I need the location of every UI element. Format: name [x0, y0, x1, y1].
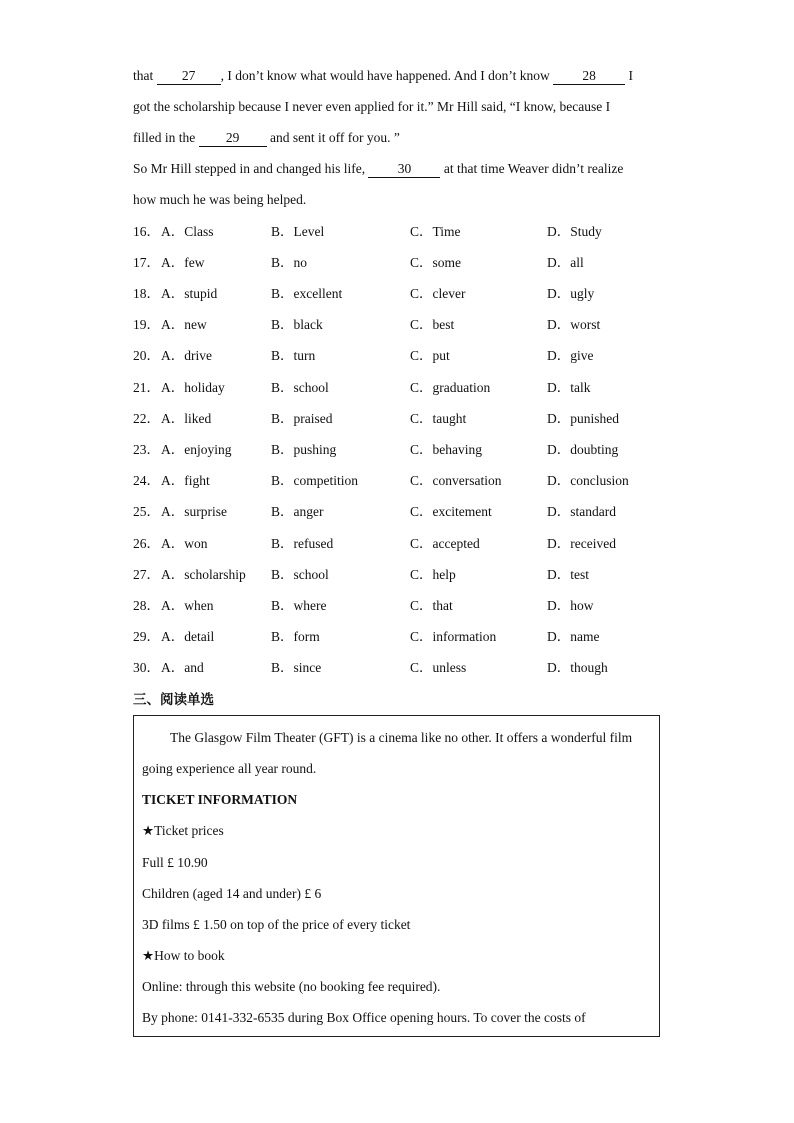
option-c[interactable]: C．excitement — [410, 504, 492, 519]
blank-27: 27 — [157, 68, 221, 85]
question-25 — [133, 503, 693, 521]
question-26 — [133, 535, 693, 553]
option-d[interactable]: D．Study — [547, 224, 602, 239]
option-b[interactable]: B．school — [271, 380, 329, 395]
option-b[interactable]: B．excellent — [271, 286, 343, 301]
question-number: 28． — [133, 598, 160, 613]
passage-text: I — [625, 68, 633, 83]
booking-online: Online: through this website (no booking fee required). — [142, 979, 441, 994]
passage-text: that — [133, 68, 157, 83]
question-number: 29． — [133, 629, 160, 644]
option-a[interactable]: A．fight — [161, 473, 210, 488]
option-d[interactable]: D．name — [547, 629, 600, 644]
question-number: 30． — [133, 660, 160, 675]
question-number: 22． — [133, 411, 160, 426]
option-d[interactable]: D．talk — [547, 380, 591, 395]
option-d[interactable]: D．doubting — [547, 442, 619, 457]
how-to-book-heading: ★How to book — [142, 948, 225, 963]
ticket-info-heading: TICKET INFORMATION — [142, 792, 298, 807]
question-24 — [133, 472, 693, 490]
passage-line-3 — [133, 129, 400, 147]
passage-line-1 — [133, 67, 633, 85]
question-23 — [133, 441, 693, 459]
option-d[interactable]: D．punished — [547, 411, 619, 426]
blank-30: 30 — [368, 161, 440, 178]
option-a[interactable]: A．detail — [161, 629, 215, 644]
question-16 — [133, 223, 693, 241]
passage-text: So Mr Hill stepped in and changed his life, — [133, 161, 369, 176]
question-number: 27． — [133, 567, 160, 582]
option-b[interactable]: B．form — [271, 629, 320, 644]
option-c[interactable]: C．taught — [410, 411, 467, 426]
option-c[interactable]: C．accepted — [410, 536, 480, 551]
option-c[interactable]: C．best — [410, 317, 455, 332]
option-c[interactable]: C．some — [410, 255, 462, 270]
passage-text: , I don’t know what would have happened. And I don’t know — [220, 68, 554, 83]
question-19 — [133, 316, 693, 334]
question-number: 20． — [133, 348, 160, 363]
option-b[interactable]: B．refused — [271, 536, 334, 551]
option-a[interactable]: A．drive — [161, 348, 212, 363]
question-number: 25． — [133, 504, 160, 519]
option-b[interactable]: B．black — [271, 317, 323, 332]
option-b[interactable]: B．praised — [271, 411, 333, 426]
option-c[interactable]: C．unless — [410, 660, 467, 675]
option-d[interactable]: D．how — [547, 598, 594, 613]
option-c[interactable]: C．conversation — [410, 473, 502, 488]
question-18 — [133, 285, 693, 303]
option-c[interactable]: C．clever — [410, 286, 466, 301]
question-number: 16． — [133, 224, 160, 239]
price-3d-films: 3D films £ 1.50 on top of the price of every ticket — [142, 917, 411, 932]
question-number: 19． — [133, 317, 160, 332]
question-28 — [133, 597, 693, 615]
option-a[interactable]: A．when — [161, 598, 214, 613]
option-d[interactable]: D．give — [547, 348, 594, 363]
option-a[interactable]: A．and — [161, 660, 204, 675]
option-c[interactable]: C．information — [410, 629, 497, 644]
question-number: 17． — [133, 255, 160, 270]
option-a[interactable]: A．liked — [161, 411, 212, 426]
option-a[interactable]: A．few — [161, 255, 205, 270]
option-b[interactable]: B．pushing — [271, 442, 337, 457]
option-a[interactable]: A．new — [161, 317, 207, 332]
option-d[interactable]: D．ugly — [547, 286, 595, 301]
option-b[interactable]: B．anger — [271, 504, 324, 519]
passage-text: filled in the — [133, 130, 199, 145]
option-a[interactable]: A．Class — [161, 224, 214, 239]
booking-phone: By phone: 0141-332-6535 during Box Office opening hours. To cover the costs of — [142, 1010, 586, 1025]
option-c[interactable]: C．graduation — [410, 380, 491, 395]
option-d[interactable]: D．standard — [547, 504, 616, 519]
option-b[interactable]: B．no — [271, 255, 308, 270]
option-c[interactable]: C．help — [410, 567, 456, 582]
passage-line-5: how much he was being helped. — [133, 192, 307, 207]
passage-line-4 — [133, 160, 623, 178]
option-b[interactable]: B．Level — [271, 224, 325, 239]
question-17 — [133, 254, 693, 272]
passage-text: and sent it off for you. ” — [266, 130, 400, 145]
option-a[interactable]: A．stupid — [161, 286, 218, 301]
option-a[interactable]: A．won — [161, 536, 208, 551]
reading-passage-box — [133, 715, 660, 1037]
option-b[interactable]: B．since — [271, 660, 322, 675]
option-d[interactable]: D．though — [547, 660, 608, 675]
blank-28: 28 — [553, 68, 625, 85]
question-29 — [133, 628, 693, 646]
question-27 — [133, 566, 693, 584]
option-b[interactable]: B．school — [271, 567, 329, 582]
option-d[interactable]: D．test — [547, 567, 589, 582]
reading-intro-line-2: going experience all year round. — [142, 761, 317, 776]
option-a[interactable]: A．holiday — [161, 380, 225, 395]
option-d[interactable]: D．received — [547, 536, 616, 551]
question-22 — [133, 410, 693, 428]
question-number: 26． — [133, 536, 160, 551]
option-c[interactable]: C．Time — [410, 224, 461, 239]
question-number: 18． — [133, 286, 160, 301]
price-full: Full £ 10.90 — [142, 855, 208, 870]
price-children: Children (aged 14 and under) £ 6 — [142, 886, 322, 901]
option-d[interactable]: D．worst — [547, 317, 601, 332]
option-d[interactable]: D．all — [547, 255, 584, 270]
question-number: 21． — [133, 380, 160, 395]
option-d[interactable]: D．conclusion — [547, 473, 629, 488]
question-number: 24． — [133, 473, 160, 488]
option-a[interactable]: A．surprise — [161, 504, 227, 519]
option-b[interactable]: B．turn — [271, 348, 316, 363]
reading-intro-line-1: The Glasgow Film Theater (GFT) is a cinema like no other. It offers a wonderful film — [170, 730, 633, 745]
question-number: 23． — [133, 442, 160, 457]
question-30 — [133, 659, 693, 677]
section-heading: 三、阅读单选 — [133, 692, 214, 708]
option-b[interactable]: B．where — [271, 598, 327, 613]
blank-29: 29 — [199, 130, 267, 147]
passage-line-2: got the scholarship because I never even applied for it.” Mr Hill said, “I know, because I — [133, 99, 611, 114]
option-c[interactable]: C．put — [410, 348, 450, 363]
passage-text: at that time Weaver didn’t realize — [440, 161, 624, 176]
option-a[interactable]: A．scholarship — [161, 567, 246, 582]
option-a[interactable]: A．enjoying — [161, 442, 232, 457]
option-b[interactable]: B．competition — [271, 473, 358, 488]
question-21 — [133, 379, 693, 397]
question-20 — [133, 347, 693, 365]
option-c[interactable]: C．behaving — [410, 442, 482, 457]
option-c[interactable]: C．that — [410, 598, 453, 613]
ticket-prices-heading: ★Ticket prices — [142, 823, 224, 838]
